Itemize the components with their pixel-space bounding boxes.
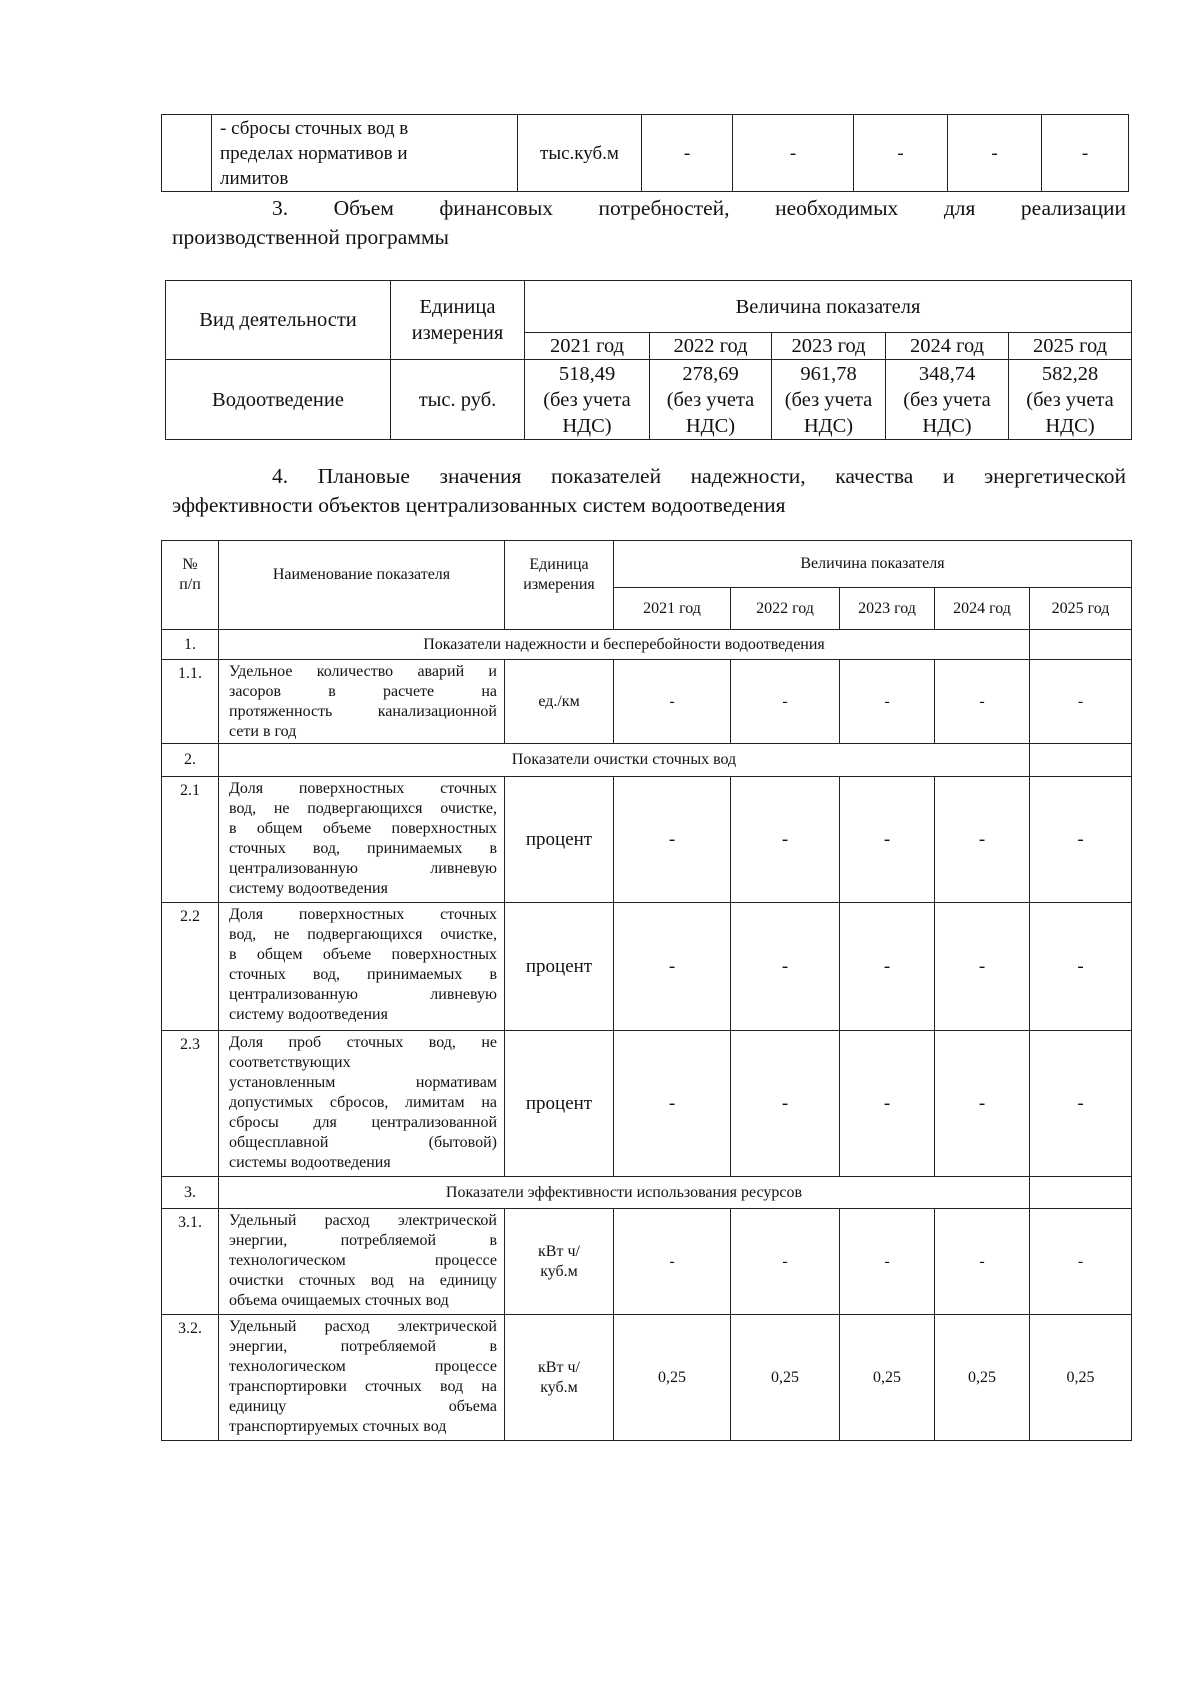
value-cell: - bbox=[614, 660, 731, 744]
value-cell: - bbox=[731, 1031, 840, 1177]
indicator-name bbox=[219, 660, 505, 744]
heading-line: эффективности объектов централизованных систем водоотведения bbox=[172, 493, 786, 517]
unit-cell: процент bbox=[505, 903, 614, 1031]
value-cell: - bbox=[840, 903, 935, 1031]
value-cell: - bbox=[614, 903, 731, 1031]
value-cell bbox=[525, 360, 650, 440]
name-line: технологическом процессе bbox=[229, 1358, 497, 1375]
value-cell: - bbox=[1030, 660, 1132, 744]
row-number: 3.1. bbox=[162, 1209, 219, 1315]
empty-cell bbox=[1030, 744, 1132, 777]
value-cell: - bbox=[1030, 1209, 1132, 1315]
value-cell: 0,25 bbox=[840, 1315, 935, 1441]
empty-cell bbox=[1030, 630, 1132, 660]
indicators-table bbox=[161, 540, 1132, 1441]
unit-line: куб.м bbox=[540, 1262, 578, 1280]
value-cell: - bbox=[840, 777, 935, 903]
value-cell: - bbox=[1030, 903, 1132, 1031]
section-row bbox=[162, 1177, 1132, 1209]
value-cell: - bbox=[731, 1209, 840, 1315]
indicator-name bbox=[219, 1209, 505, 1315]
vat-note: НДС) bbox=[922, 414, 972, 437]
heading-line: 3. Объем финансовых потребностей, необходимых для реализации bbox=[272, 196, 1126, 220]
number-header-line: п/п bbox=[179, 576, 201, 593]
section-title: Показатели очистки сточных вод bbox=[219, 744, 1030, 777]
table-row bbox=[162, 903, 1132, 1031]
value-cell: 0,25 bbox=[614, 1315, 731, 1441]
vat-note: НДС) bbox=[562, 414, 612, 437]
value-cell bbox=[650, 360, 772, 440]
table-row bbox=[162, 1031, 1132, 1177]
name-line: протяженность канализационной bbox=[229, 703, 497, 720]
row-number: 2.1 bbox=[162, 777, 219, 903]
unit-cell bbox=[505, 1209, 614, 1315]
value-cell: - bbox=[840, 1209, 935, 1315]
indicator-name-line: пределах нормативов и bbox=[220, 142, 408, 164]
year-header: 2021 год bbox=[614, 588, 731, 630]
section-row bbox=[162, 630, 1132, 660]
year-header: 2024 год bbox=[886, 333, 1009, 360]
name-line: засоров в расчете на bbox=[229, 683, 497, 700]
value-cell: - bbox=[948, 115, 1042, 192]
heading-line: производственной программы bbox=[172, 225, 450, 249]
section-4-heading bbox=[172, 462, 1126, 520]
year-header: 2022 год bbox=[731, 588, 840, 630]
table-row bbox=[162, 1209, 1132, 1315]
section-row bbox=[162, 744, 1132, 777]
value-cell bbox=[772, 360, 886, 440]
value-cell: - bbox=[733, 115, 854, 192]
value-cell: - bbox=[731, 660, 840, 744]
vat-note: (без учета bbox=[1026, 388, 1114, 411]
unit-cell: тыс. руб. bbox=[391, 360, 525, 440]
name-line: транспортируемых сточных вод bbox=[229, 1418, 447, 1435]
amount: 582,28 bbox=[1041, 362, 1099, 385]
table-row bbox=[162, 660, 1132, 744]
name-line: энергии, потребляемой в bbox=[229, 1338, 497, 1355]
value-cell: - bbox=[935, 660, 1030, 744]
unit-cell: тыс.куб.м bbox=[518, 115, 642, 192]
name-line: Удельный расход электрической bbox=[229, 1318, 497, 1335]
name-line: технологическом процессе bbox=[229, 1252, 497, 1269]
value-cell: - bbox=[935, 903, 1030, 1031]
value-cell: - bbox=[1030, 1031, 1132, 1177]
row-number: 2.2 bbox=[162, 903, 219, 1031]
unit-cell bbox=[505, 1315, 614, 1441]
continued-table bbox=[161, 114, 1129, 192]
name-line: сточных вод, принимаемых в bbox=[229, 840, 497, 857]
name-line: единицу объема bbox=[229, 1398, 497, 1415]
unit-cell: процент bbox=[505, 777, 614, 903]
vat-note: НДС) bbox=[1045, 414, 1095, 437]
amount: 518,49 bbox=[558, 362, 616, 385]
name-line: Доля поверхностных сточных bbox=[229, 906, 497, 923]
unit-header-line: Единица bbox=[419, 296, 496, 318]
vat-note: НДС) bbox=[803, 414, 854, 437]
header-row bbox=[162, 541, 1132, 588]
value-cell: - bbox=[840, 660, 935, 744]
value-cell: - bbox=[1042, 115, 1129, 192]
name-line: Доля поверхностных сточных bbox=[229, 780, 497, 797]
value-cell: - bbox=[935, 1209, 1030, 1315]
name-line: вод, не подвергающихся очистке, bbox=[229, 800, 497, 817]
value-cell: - bbox=[614, 777, 731, 903]
header-row bbox=[166, 281, 1132, 333]
section-number: 1. bbox=[162, 630, 219, 660]
year-header: 2022 год bbox=[650, 333, 772, 360]
value-cell: - bbox=[840, 1031, 935, 1177]
vat-note: (без учета bbox=[784, 388, 873, 411]
section-number: 3. bbox=[162, 1177, 219, 1209]
number-header bbox=[162, 541, 219, 630]
value-cell: 0,25 bbox=[731, 1315, 840, 1441]
table-row bbox=[162, 777, 1132, 903]
section-number: 2. bbox=[162, 744, 219, 777]
value-cell: - bbox=[642, 115, 733, 192]
unit-header-line: Единица bbox=[529, 556, 589, 573]
year-header: 2023 год bbox=[772, 333, 886, 360]
vat-note: (без учета bbox=[903, 388, 991, 411]
value-cell: - bbox=[854, 115, 948, 192]
unit-header-line: измерения bbox=[411, 322, 504, 344]
name-line: Удельное количество аварий и bbox=[229, 663, 497, 680]
table-row bbox=[166, 360, 1132, 440]
value-cell: - bbox=[1030, 777, 1132, 903]
unit-header bbox=[505, 541, 614, 630]
unit-line: кВт ч/ bbox=[538, 1358, 580, 1376]
row-number: 2.3 bbox=[162, 1031, 219, 1177]
name-line: соответствующих bbox=[229, 1054, 351, 1071]
section-title: Показатели надежности и бесперебойности водоотведения bbox=[219, 630, 1030, 660]
indicator-name bbox=[219, 1031, 505, 1177]
name-line: энергии, потребляемой в bbox=[229, 1232, 497, 1249]
name-line: вод, не подвергающихся очистке, bbox=[229, 926, 497, 943]
table-row bbox=[162, 1315, 1132, 1441]
vat-note: (без учета bbox=[543, 388, 631, 411]
unit-cell: процент bbox=[505, 1031, 614, 1177]
name-line: систему водоотведения bbox=[229, 1006, 388, 1023]
name-line: сбросы для централизованной bbox=[229, 1114, 497, 1131]
name-line: сточных вод, принимаемых в bbox=[229, 966, 497, 983]
name-line: объема очищаемых сточных вод bbox=[229, 1292, 449, 1309]
name-line: в общем объеме поверхностных bbox=[229, 946, 497, 963]
name-line: централизованную ливневую bbox=[229, 986, 497, 1003]
year-header: 2025 год bbox=[1030, 588, 1132, 630]
indicator-name-line: лимитов bbox=[220, 167, 289, 189]
unit-header-line: измерения bbox=[523, 576, 595, 593]
name-line: допустимых сбросов, лимитам на bbox=[229, 1094, 497, 1111]
activity-header: Вид деятельности bbox=[166, 281, 391, 360]
unit-line: куб.м bbox=[540, 1378, 578, 1396]
value-cell: - bbox=[614, 1209, 731, 1315]
table-row bbox=[162, 115, 1129, 192]
amount: 278,69 bbox=[682, 362, 739, 385]
year-header: 2025 год bbox=[1009, 333, 1132, 360]
name-line: системы водоотведения bbox=[229, 1154, 391, 1171]
section-title: Показатели эффективности использования ресурсов bbox=[219, 1177, 1030, 1209]
name-line: централизованную ливневую bbox=[229, 860, 497, 877]
unit-header bbox=[391, 281, 525, 360]
name-line: в общем объеме поверхностных bbox=[229, 820, 497, 837]
value-cell bbox=[1009, 360, 1132, 440]
indicator-name bbox=[219, 903, 505, 1031]
indicator-name-line: - сбросы сточных вод в bbox=[220, 117, 409, 139]
year-header: 2024 год bbox=[935, 588, 1030, 630]
value-cell: 0,25 bbox=[935, 1315, 1030, 1441]
row-number-cell bbox=[162, 115, 212, 192]
name-line: очистки сточных вод на единицу bbox=[229, 1272, 497, 1289]
name-header: Наименование показателя bbox=[219, 541, 505, 630]
name-line: транспортировки сточных вод на bbox=[229, 1378, 497, 1395]
name-line: Удельный расход электрической bbox=[229, 1212, 497, 1229]
unit-cell: ед./км bbox=[505, 660, 614, 744]
section-3-heading bbox=[172, 194, 1126, 252]
empty-cell bbox=[1030, 1177, 1132, 1209]
name-line: систему водоотведения bbox=[229, 880, 388, 897]
row-number: 1.1. bbox=[162, 660, 219, 744]
amount: 961,78 bbox=[800, 362, 857, 385]
value-header: Величина показателя bbox=[614, 541, 1132, 588]
indicator-name bbox=[219, 777, 505, 903]
name-line: сети в год bbox=[229, 723, 297, 740]
name-line: общесплавной (бытовой) bbox=[229, 1134, 497, 1151]
finance-table bbox=[165, 280, 1132, 440]
value-cell: - bbox=[614, 1031, 731, 1177]
year-header: 2021 год bbox=[525, 333, 650, 360]
value-header: Величина показателя bbox=[525, 281, 1132, 333]
value-cell: - bbox=[731, 777, 840, 903]
indicator-name-cell bbox=[212, 115, 518, 192]
row-number: 3.2. bbox=[162, 1315, 219, 1441]
heading-line: 4. Плановые значения показателей надежности, качества и энергетической bbox=[272, 464, 1126, 488]
unit-line: кВт ч/ bbox=[538, 1242, 580, 1260]
vat-note: НДС) bbox=[685, 414, 736, 437]
value-cell: - bbox=[935, 1031, 1030, 1177]
name-line: установленным нормативам bbox=[229, 1074, 497, 1091]
name-line: Доля проб сточных вод, не bbox=[229, 1034, 497, 1051]
value-cell: 0,25 bbox=[1030, 1315, 1132, 1441]
indicator-name bbox=[219, 1315, 505, 1441]
amount: 348,74 bbox=[918, 362, 976, 385]
activity-cell: Водоотведение bbox=[166, 360, 391, 440]
value-cell: - bbox=[935, 777, 1030, 903]
number-header-line: № bbox=[182, 556, 198, 573]
value-cell bbox=[886, 360, 1009, 440]
year-header: 2023 год bbox=[840, 588, 935, 630]
vat-note: (без учета bbox=[666, 388, 755, 411]
value-cell: - bbox=[731, 903, 840, 1031]
